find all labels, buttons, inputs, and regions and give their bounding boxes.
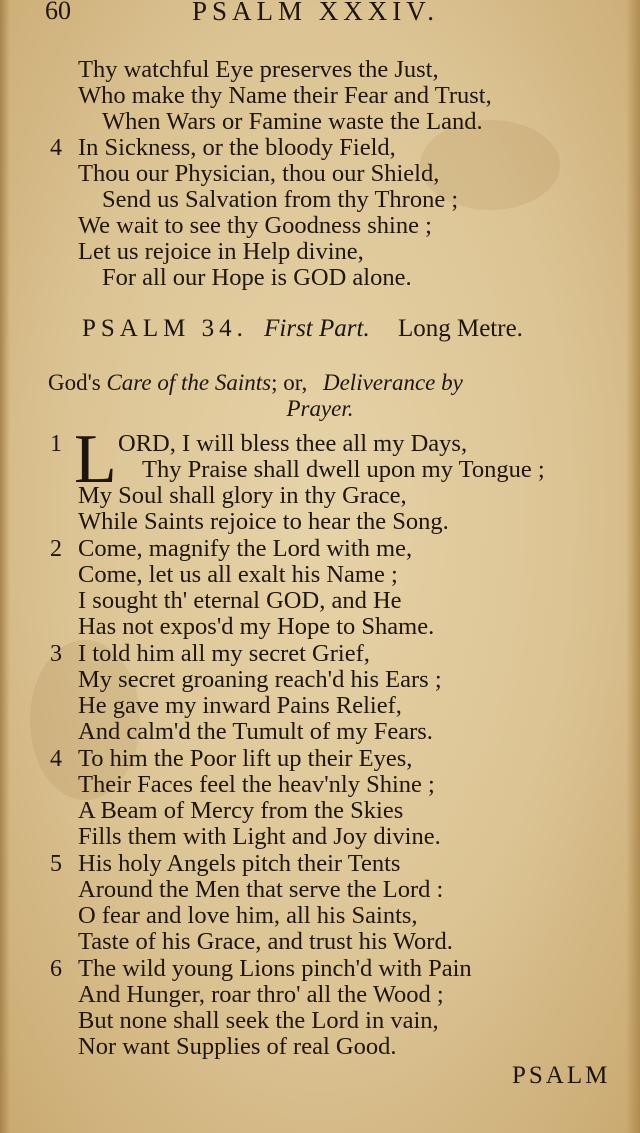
psalm-label: PSALM 34. [82,315,248,342]
verse-line: Thy watchful Eye preserves the Just, [78,56,439,83]
verse-number: 1 [50,431,62,457]
verse-line: A Beam of Mercy from the Skies [78,797,404,824]
verse-line: I told him all my secret Grief, [78,640,370,667]
verse-number: 5 [50,851,62,877]
page-edge-shadow-left [0,0,10,1133]
verse-line: We wait to see thy Goodness shine ; [78,212,432,239]
page-number: 60 [45,0,71,25]
verse-line: When Wars or Famine waste the Land. [102,108,483,135]
verse-line: O fear and love him, all his Saints, [78,902,418,929]
subtitle-word: ; or, [271,370,308,395]
subtitle-word: God's [48,370,101,395]
verse-number: 4 [50,746,62,772]
verse-line: In Sickness, or the bloody Field, [78,134,396,161]
verse-number: 3 [50,641,62,667]
verse-line: To him the Poor lift up their Eyes, [78,745,413,772]
psalm-subtitle [48,370,626,395]
verse-line: He gave my inward Pains Relief, [78,692,402,719]
subtitle-italic: Care of the Saints [106,370,272,395]
verse-line: His holy Angels pitch their Tents [78,850,401,877]
page-edge-shadow-right [626,0,640,1133]
verse-line: Who make thy Name their Fear and Trust, [78,82,492,109]
verse-number: 6 [50,956,62,982]
verse-line: Has not expos'd my Hope to Shame. [78,613,435,640]
verse-line: Thou our Physician, thou our Shield, [78,160,440,187]
verse-line: Nor want Supplies of real Good. [78,1033,397,1060]
verse-line: Send us Salvation from thy Throne ; [102,186,459,213]
drop-cap: L [74,421,117,498]
verse-line: My secret groaning reach'd his Ears ; [78,666,442,693]
verse-line: And Hunger, roar thro' all the Wood ; [78,981,444,1008]
verse-line: Come, magnify the Lord with me, [78,535,413,562]
page-header [0,0,640,34]
verse-line: But none shall seek the Lord in vain, [78,1007,439,1034]
verse-line: Their Faces feel the heav'nly Shine ; [78,771,435,798]
verse-line: Taste of his Grace, and trust his Word. [78,928,453,955]
verse-line: Let us rejoice in Help divine, [78,238,364,265]
running-head: PSALM XXXIV. [192,0,440,26]
verse-line: For all our Hope is GOD alone. [102,264,412,291]
verse-line: While Saints rejoice to hear the Song. [78,508,449,535]
catchword: PSALM [512,1062,611,1089]
psalm-subtitle-continued: Prayer. [286,396,354,421]
verse-number: 2 [50,536,62,562]
verse-line: And calm'd the Tumult of my Fears. [78,718,433,745]
psalm-part: First Part. [264,315,370,342]
verse-number: 4 [50,135,62,161]
verse-line: Come, let us all exalt his Name ; [78,561,398,588]
verse-line: My Soul shall glory in thy Grace, [78,482,407,509]
subtitle-italic: Deliverance by [322,370,463,395]
psalm-heading [82,315,523,343]
psalm-metre: Long Metre. [397,315,523,342]
verse-line: Fills them with Light and Joy divine. [78,823,441,850]
verse-line: I sought th' eternal GOD, and He [78,587,402,614]
verse-line: ORD, I will bless thee all my Days, [118,430,468,457]
verse-line: The wild young Lions pinch'd with Pain [78,955,472,982]
verse-line: Thy Praise shall dwell upon my Tongue ; [142,456,545,483]
verse-line: Around the Men that serve the Lord : [78,876,444,903]
